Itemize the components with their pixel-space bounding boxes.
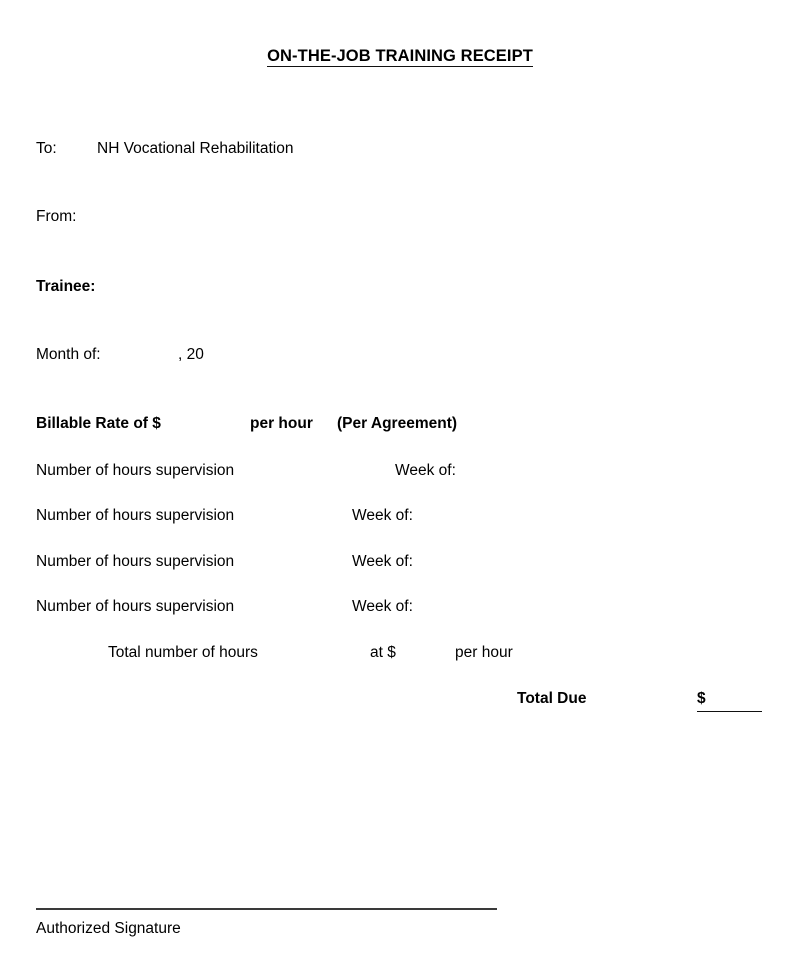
supervision-hours-label: Number of hours supervision [36,507,235,524]
field-to-value[interactable]: NH Vocational Rehabilitation [97,140,294,157]
field-trainee-row [36,276,95,298]
supervision-week-label: Week of: [395,462,456,479]
field-month-label: Month of: [36,346,101,363]
field-to-label: To: [36,140,57,157]
supervision-row [36,596,413,618]
total-due-row [517,688,762,712]
supervision-hours-label: Number of hours supervision [36,462,235,479]
supervision-week-label: Week of: [352,507,413,524]
supervision-row [36,505,413,527]
supervision-week-label: Week of: [352,553,413,570]
supervision-row [36,551,413,573]
total-hours-unit: per hour [455,644,513,661]
total-hours-rate-label: at $ [370,644,396,661]
field-month-row [36,344,204,366]
total-hours-row [108,642,513,664]
page-title-text: ON-THE-JOB TRAINING RECEIPT [267,47,533,65]
field-year-prefix[interactable]: , 20 [178,346,204,363]
signature-line[interactable] [36,908,497,910]
field-from-row [36,206,76,228]
total-due-amount-field[interactable] [697,688,762,712]
field-to-row [36,138,293,160]
supervision-week-label: Week of: [352,598,413,615]
signature-caption: Authorized Signature [36,920,181,937]
billable-rate-unit: per hour [250,415,313,432]
supervision-row [36,460,456,482]
currency-symbol: $ [697,690,706,707]
total-hours-label: Total number of hours [108,644,258,661]
billable-rate-row [36,413,457,435]
supervision-hours-label: Number of hours supervision [36,553,235,570]
supervision-hours-label: Number of hours supervision [36,598,235,615]
billable-rate-label: Billable Rate of $ [36,415,161,432]
total-due-label: Total Due [517,690,587,707]
billable-rate-note: (Per Agreement) [337,415,458,432]
field-trainee-label: Trainee: [36,278,96,295]
page-title [0,45,800,67]
field-from-label: From: [36,208,77,225]
